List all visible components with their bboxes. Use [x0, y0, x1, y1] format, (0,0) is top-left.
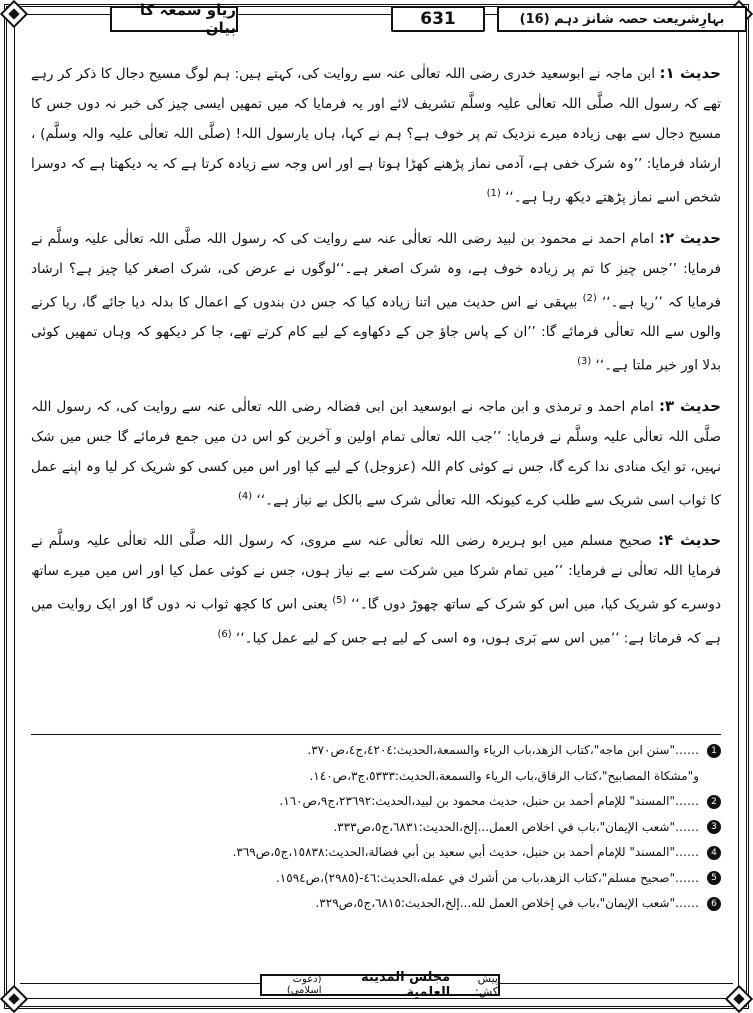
footnote-number-icon: 4	[707, 846, 721, 860]
footnote-text: و"مشكاة المصابيح"،كتاب الرقاق،باب الرياء والسمعة،الحديث:٥٣٣٣،ج٣،ص١٤٠.	[309, 768, 699, 783]
footnote-number-icon: 6	[707, 897, 721, 911]
page-footer	[260, 970, 500, 1000]
book-title: بہارِشریعت حصہ شانز دہم (16)	[497, 6, 747, 32]
footnote-6	[31, 891, 721, 917]
hadith-2	[31, 223, 721, 381]
footnote-ref[interactable]: (5)	[332, 595, 347, 607]
footnote-ref[interactable]: (4)	[238, 490, 253, 502]
hadith-1	[31, 58, 721, 213]
hadith-text: امام احمد و ترمذی و ابن ماجہ نے ابوسعید ابن ابی فضالہ رضی اللہ تعالٰی عنہ سے روایت کی، کہ رسول اللہ صلَّی اللہ تعالٰی علیہ وسلَّم نے فرمایا: ’’جب اللہ تعالٰی تمام اولین و آخرین کو اس دن میں جمع فرمائے گا جس میں شک نہیں، تو ایک منادی ندا کرے گا، جس نے کوئی کام اللہ (عزوجل) کے لیے کیا اور اس میں کسی کو شریک کر لیا وہ اپنے عمل کا ثواب اسی شریک سے طلب کرے کیونکہ اللہ تعالٰی شرک سے بالکل بے نیاز ہے۔‘‘	[31, 398, 721, 509]
footnote-number-icon: 5	[707, 871, 721, 885]
footnote-4	[31, 840, 721, 866]
footnote-text: ……"شعب الإيمان"،باب في إخلاص العمل لله...إلخ،الحديث:٦٨١٥،ج٥،ص٣٢٩.	[315, 896, 699, 910]
footnote-text: ……"شعب الإيمان"،باب في اخلاص العمل...إلخ،الحديث:٦٨٣١،ج٥،ص٣٣٣.	[333, 819, 699, 834]
footnote-5	[31, 866, 721, 892]
footnote-ref[interactable]: (3)	[577, 356, 592, 368]
footer-subtitle: (دعوت اسلامی)	[286, 974, 322, 996]
footnote-3	[31, 815, 721, 841]
footnote-ref[interactable]: (6)	[217, 628, 232, 640]
hadith-extra-text: یعنی اس کا کچھ ثواب نہ دوں گا اور ایک روایت میں ہے کہ فرماتا ہے: ’’میں اس سے بَری ہوں، وہ اسی کے لیے ہے جس کے لیے عمل کیا۔‘‘	[31, 596, 721, 647]
footnote-number-icon: 2	[707, 795, 721, 809]
footnote-separator	[31, 734, 721, 735]
page-number: 631	[391, 6, 485, 32]
footnote-text: ……"صحيح مسلم"،كتاب الزهد،باب من أشرك في عمله،الحديث:٤٦-(٢٩٨٥)،ص١٥٩٤.	[275, 870, 699, 885]
footnotes	[31, 738, 721, 917]
footnote-number-icon: 1	[707, 744, 721, 758]
hadith-label: حدیث ۴:	[658, 531, 722, 550]
footnote-2	[31, 789, 721, 815]
chapter-title: ریاو سمعہ کا بیان	[110, 6, 238, 32]
footnote-ref[interactable]: (1)	[486, 188, 501, 199]
hadith-extra-text: بیہقی نے اس حدیث میں اتنا زیادہ کیا کہ جس دن بندوں کے اعمال کا بدلہ دیا جائے گا، ریا کرنے والوں سے اللہ تعالٰی فرمائے گا: ’’ان کے پاس جاؤ جن کے دکھاوے کے لیے کام کرتے تھے، جا کر دیکھو کہ وہاں تمھیں کوئی بدلا اور خیر ملتا ہے۔‘‘	[31, 294, 721, 374]
hadith-label: حدیث ۲:	[659, 228, 721, 247]
hadith-4	[31, 525, 721, 653]
hadith-3	[31, 391, 721, 516]
hadith-text: صحیح مسلم میں ابو ہریرہ رضی اللہ تعالٰی عنہ سے مروی، کہ رسول اللہ صلَّی اللہ تعالٰی علیہ وسلَّم نے فرمایا اللہ تعالٰی نے فرمایا: ’’میں تمام شرکا میں شرکت سے بے نیاز ہوں، جس نے کوئی عمل کیا اور اس میں میرے ساتھ دوسرے کو شریک کیا، میں اس کو شرک کے ساتھ چھوڑ دوں گا۔‘‘	[31, 533, 722, 613]
hadith-label: حدیث ۱:	[659, 64, 721, 82]
hadith-label: حدیث ۳:	[658, 396, 721, 415]
footnote-text: ……"المسند" للإمام أحمد بن حنبل، حديث أبي سعيد بن أبي فضالة،الحديث:١٥٨٣٨،ج٥،ص٣٦٩.	[232, 845, 699, 859]
footnote-text: ……"المسند" للإمام أحمد بن حنبل، حديث محمود بن لبيد،الحديث:٢٣٦٩٢،ج٩،ص١٦٠.	[279, 794, 699, 808]
footer-presented-by: پیش کش:	[475, 972, 498, 998]
footnote-1	[31, 738, 721, 764]
footnote-ref[interactable]: (2)	[582, 292, 597, 304]
footer-organization: مجلس المدينة العلمية	[360, 970, 451, 1000]
footnote-number-icon: 3	[707, 820, 721, 834]
footnote-text: ……"سنن ابن ماجه"،كتاب الزهد،باب الرياء والسمعة،الحديث:٤٢٠٤،ج٤،ص٣٧٠.	[307, 743, 699, 757]
footnote-1-cont	[31, 764, 721, 790]
page-header	[110, 1, 747, 37]
hadith-text: ابن ماجہ نے ابوسعید خدری رضی اللہ تعالٰی عنہ سے روایت کی، کہتے ہیں: ہم لوگ مسیح دجال کا ذکر کر رہے تھے کہ رسول اللہ صلَّی اللہ تعالٰی علیہ وسلَّم تشریف لائے اور یہ فرمایا کہ میں تمھیں ایسی چیز کی خبر نہ دوں جس کا مسیح دجال سے بھی زیادہ میرے نزدیک تم پر خوف ہے؟ ہم نے کہا، ہاں یارسول اللہ! (صلَّی اللہ تعالٰی علیہ والہ وسلَّم) ، ارشاد فرمایا: ’’وہ شرک خفی ہے، آدمی نماز پڑھنے کھڑا ہوتا ہے اور اس وجہ سے زیادہ کرتا ہے کہ یہ دیکھتا ہے کہ دوسرا شخص اسے نماز پڑھتے دیکھ رہا ہے۔‘‘	[31, 66, 721, 206]
hadith-text: امام احمد نے محمود بن لبید رضی اللہ تعالٰی عنہ سے روایت کی کہ رسول اللہ صلَّی اللہ تعالٰی علیہ وسلَّم نے فرمایا: ’’جس چیز کا تم پر زیادہ خوف ہے، وہ شرک اصغر ہے۔‘‘لوگوں نے عرض کی، شرک اصغر کیا چیز ہے؟ ارشاد فرمایا کہ ’’ریا ہے۔‘‘	[31, 230, 721, 311]
main-text	[31, 58, 721, 663]
